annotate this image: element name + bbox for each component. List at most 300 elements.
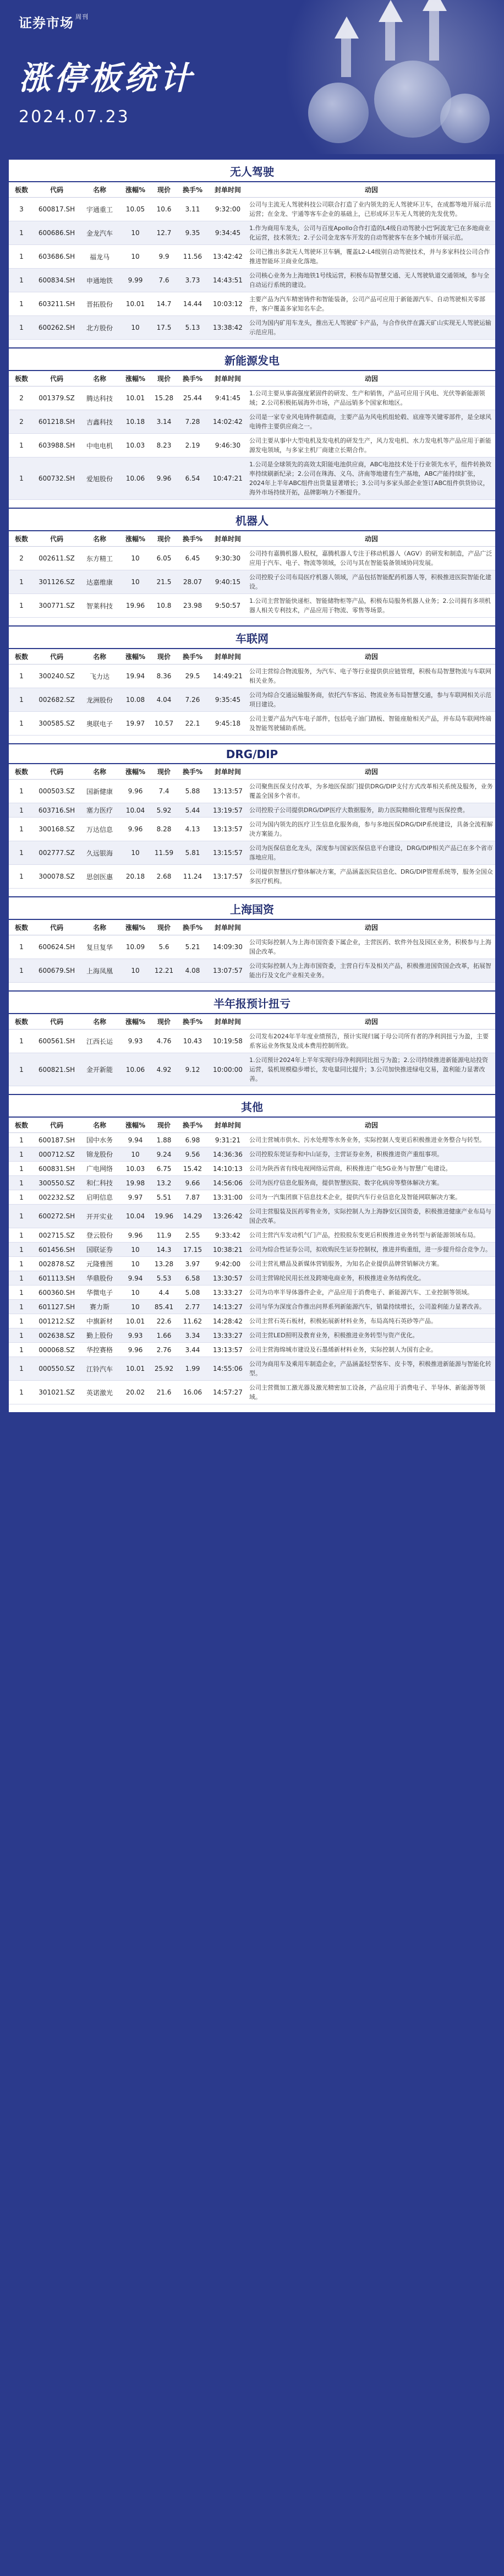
table-row [9, 1343, 495, 1357]
turnover-pct-cell: 10.43 [177, 1030, 208, 1053]
reason-cell: 公司主营综合物流服务，为汽车、电子等行业提供供应链管理，积极布局智慧物流与车联网相关业务。 [248, 665, 495, 688]
reason-cell: 公司主营微加工激光器及激光精密加工设备，产品应用于消费电子、半导体、新能源等领域。 [248, 1381, 495, 1404]
column-header-turnover-pct: 换手% [177, 531, 208, 547]
change-pct-cell: 10.18 [120, 410, 151, 434]
seal-time-cell: 9:45:18 [208, 712, 248, 736]
turnover-pct-cell: 23.98 [177, 594, 208, 618]
section [9, 1094, 495, 1404]
board-count-cell: 1 [9, 935, 34, 959]
board-count-cell: 1 [9, 316, 34, 340]
stock-name-cell: 国新健康 [79, 780, 120, 803]
section-title: 上海国资 [9, 897, 495, 920]
column-header-stock-code: 代码 [34, 649, 79, 665]
stock-code-cell: 300168.SZ [34, 818, 79, 841]
board-count-cell: 1 [9, 1357, 34, 1381]
up-arrow-icon [379, 0, 403, 22]
seal-time-cell: 13:13:57 [208, 818, 248, 841]
bar-decoration [385, 22, 395, 61]
change-pct-cell: 10.04 [120, 1205, 151, 1228]
column-header-stock-name: 名称 [79, 182, 120, 198]
column-header-price: 现价 [151, 182, 177, 198]
board-count-cell: 1 [9, 221, 34, 245]
stock-name-cell: 福龙马 [79, 245, 120, 269]
turnover-pct-cell: 3.73 [177, 269, 208, 292]
board-count-cell: 1 [9, 292, 34, 316]
stock-name-cell: 华微电子 [79, 1286, 120, 1300]
change-pct-cell: 9.97 [120, 1190, 151, 1205]
stock-name-cell: 腾达科技 [79, 386, 120, 410]
stock-code-cell: 001212.SZ [34, 1314, 79, 1328]
stock-code-cell: 603716.SH [34, 803, 79, 818]
board-count-cell: 1 [9, 1300, 34, 1314]
price-cell: 22.6 [151, 1314, 177, 1328]
board-count-cell: 1 [9, 1243, 34, 1257]
change-pct-cell: 9.93 [120, 1030, 151, 1053]
change-pct-cell: 9.94 [120, 1133, 151, 1147]
table-row [9, 198, 495, 221]
turnover-pct-cell: 2.55 [177, 1228, 208, 1243]
column-header-stock-code: 代码 [34, 764, 79, 780]
change-pct-cell: 10.03 [120, 434, 151, 458]
turnover-pct-cell: 2.19 [177, 434, 208, 458]
column-header-board-count: 板数 [9, 1014, 34, 1030]
stock-table [9, 1014, 495, 1086]
change-pct-cell: 10.03 [120, 1162, 151, 1176]
page-title: 涨停板统计 [19, 59, 195, 97]
table-row [9, 841, 495, 865]
change-pct-cell: 10.01 [120, 386, 151, 410]
table-row [9, 221, 495, 245]
reason-cell: 公司控股子公司提供DRG/DIP医疗大数据服务，助力医院精细化管理与医保控费。 [248, 803, 495, 818]
reason-cell: 公司主营LED照明及教育业务，积极推进业务转型与资产优化。 [248, 1328, 495, 1343]
turnover-pct-cell: 9.56 [177, 1147, 208, 1162]
column-header-stock-name: 名称 [79, 1014, 120, 1030]
change-pct-cell: 10.06 [120, 458, 151, 500]
stock-name-cell: 爱旭股份 [79, 458, 120, 500]
column-header-reason: 动因 [248, 649, 495, 665]
table-row [9, 712, 495, 736]
table-row [9, 410, 495, 434]
stock-code-cell: 301126.SZ [34, 570, 79, 594]
stock-name-cell: 金龙汽车 [79, 221, 120, 245]
stock-code-cell: 002611.SZ [34, 547, 79, 570]
board-count-cell: 3 [9, 198, 34, 221]
price-cell: 4.92 [151, 1053, 177, 1086]
stock-code-cell: 600817.SH [34, 198, 79, 221]
change-pct-cell: 10.01 [120, 292, 151, 316]
board-count-cell: 1 [9, 841, 34, 865]
up-arrow-icon [423, 0, 447, 11]
change-pct-cell: 9.94 [120, 1271, 151, 1286]
price-cell: 19.96 [151, 1205, 177, 1228]
column-header-board-count: 板数 [9, 531, 34, 547]
board-count-cell: 1 [9, 1205, 34, 1228]
content-frame [0, 154, 504, 2576]
stock-code-cell: 600624.SH [34, 935, 79, 959]
stock-name-cell: 英诺激光 [79, 1381, 120, 1404]
turnover-pct-cell: 14.44 [177, 292, 208, 316]
stock-name-cell: 金开新能 [79, 1053, 120, 1086]
price-cell: 5.6 [151, 935, 177, 959]
reason-cell: 公司控股子公司布局医疗机器人领域，产品包括智能配药机器人等，积极推进医院智能化建设。 [248, 570, 495, 594]
board-count-cell: 1 [9, 269, 34, 292]
board-count-cell: 1 [9, 712, 34, 736]
board-count-cell: 2 [9, 410, 34, 434]
column-header-reason: 动因 [248, 531, 495, 547]
stock-name-cell: 东方精工 [79, 547, 120, 570]
column-header-reason: 动因 [248, 1014, 495, 1030]
seal-time-cell: 9:35:45 [208, 688, 248, 712]
seal-time-cell: 14:02:42 [208, 410, 248, 434]
change-pct-cell: 10.01 [120, 1314, 151, 1328]
turnover-pct-cell: 3.97 [177, 1257, 208, 1271]
price-cell: 9.9 [151, 245, 177, 269]
table-row [9, 434, 495, 458]
column-header-seal-time: 封单时间 [208, 1014, 248, 1030]
price-cell: 6.05 [151, 547, 177, 570]
change-pct-cell: 19.97 [120, 712, 151, 736]
table-row [9, 1205, 495, 1228]
price-cell: 13.2 [151, 1176, 177, 1190]
stock-name-cell: 赛力斯 [79, 1300, 120, 1314]
change-pct-cell: 10 [120, 1257, 151, 1271]
column-header-stock-code: 代码 [34, 371, 79, 386]
board-count-cell: 1 [9, 1328, 34, 1343]
bar-decoration [341, 39, 351, 77]
column-header-stock-code: 代码 [34, 182, 79, 198]
table-row [9, 316, 495, 340]
reason-cell: 1.公司是全球领先的高效太阳能电池供应商，ABC电池技术处于行业领先水平，组件转换效率持续刷新纪录；2.公司在珠海、义乌、济南等地建有生产基地，ABC产能持续扩张，2024年上半年ABC组件出货量显著增长；3.公司与多家头部企业签订ABC组件供货协议，海外市场持续开拓，品牌影响力不断提升。 [248, 458, 495, 500]
board-count-cell: 1 [9, 594, 34, 618]
price-cell: 7.6 [151, 269, 177, 292]
column-header-turnover-pct: 换手% [177, 1014, 208, 1030]
table-row [9, 1243, 495, 1257]
stock-name-cell: 江西长运 [79, 1030, 120, 1053]
table-row [9, 1328, 495, 1343]
stock-name-cell: 申通地铁 [79, 269, 120, 292]
table-row [9, 1147, 495, 1162]
table-row [9, 1176, 495, 1190]
turnover-pct-cell: 11.56 [177, 245, 208, 269]
turnover-pct-cell: 5.13 [177, 316, 208, 340]
board-count-cell: 1 [9, 570, 34, 594]
change-pct-cell: 19.98 [120, 1176, 151, 1190]
reason-cell: 公司主营服装及医药零售业务，实际控制人为上海静安区国资委，积极推进健康产业布局与国企改革。 [248, 1205, 495, 1228]
seal-time-cell: 10:03:12 [208, 292, 248, 316]
turnover-pct-cell: 28.07 [177, 570, 208, 594]
table-header-row [9, 649, 495, 665]
seal-time-cell: 10:47:21 [208, 458, 248, 500]
price-cell: 4.04 [151, 688, 177, 712]
price-cell: 5.92 [151, 803, 177, 818]
stock-code-cell: 002682.SZ [34, 688, 79, 712]
price-cell: 3.14 [151, 410, 177, 434]
table-row [9, 959, 495, 983]
turnover-pct-cell: 14.29 [177, 1205, 208, 1228]
board-count-cell: 1 [9, 803, 34, 818]
change-pct-cell: 10 [120, 245, 151, 269]
reason-cell: 公司为国内矿用车龙头，推出无人驾驶矿卡产品，与合作伙伴在露天矿山实现无人驾驶运输示范应用。 [248, 316, 495, 340]
stock-code-cell: 301021.SZ [34, 1381, 79, 1404]
seal-time-cell: 14:56:06 [208, 1176, 248, 1190]
seal-time-cell: 9:30:30 [208, 547, 248, 570]
change-pct-cell: 10 [120, 316, 151, 340]
reason-cell: 公司持有嘉腾机器人股权，嘉腾机器人专注于移动机器人（AGV）的研发和制造，产品广泛应用于汽车、电子、物流等领域，公司与其在智能装备领域协同发展。 [248, 547, 495, 570]
section [9, 990, 495, 1086]
stock-table [9, 371, 495, 500]
turnover-pct-cell: 5.44 [177, 803, 208, 818]
column-header-reason: 动因 [248, 182, 495, 198]
stock-name-cell: 万达信息 [79, 818, 120, 841]
board-count-cell: 1 [9, 1176, 34, 1190]
board-count-cell: 1 [9, 1286, 34, 1300]
stock-table [9, 649, 495, 736]
price-cell: 21.5 [151, 570, 177, 594]
reason-cell: 公司为国内领先的医疗卫生信息化服务商，参与多地医保DRG/DIP系统建设，具备全流程解决方案能力。 [248, 818, 495, 841]
turnover-pct-cell: 2.77 [177, 1300, 208, 1314]
table-row [9, 269, 495, 292]
column-header-stock-name: 名称 [79, 371, 120, 386]
table-row [9, 245, 495, 269]
board-count-cell: 1 [9, 1133, 34, 1147]
column-header-stock-code: 代码 [34, 1014, 79, 1030]
price-cell: 9.24 [151, 1147, 177, 1162]
turnover-pct-cell: 29.5 [177, 665, 208, 688]
seal-time-cell: 14:09:30 [208, 935, 248, 959]
stock-name-cell: 达嘉维康 [79, 570, 120, 594]
stock-name-cell: 国联证券 [79, 1243, 120, 1257]
stock-code-cell: 600821.SH [34, 1053, 79, 1086]
brand-logo: 证券市场 $^{周刊}$ [19, 13, 89, 31]
price-cell: 2.76 [151, 1343, 177, 1357]
price-cell: 8.36 [151, 665, 177, 688]
column-header-turnover-pct: 换手% [177, 764, 208, 780]
price-cell: 2.68 [151, 865, 177, 889]
seal-time-cell: 9:41:45 [208, 386, 248, 410]
table-row [9, 1162, 495, 1176]
change-pct-cell: 10 [120, 1243, 151, 1257]
table-row [9, 780, 495, 803]
seal-time-cell: 10:19:58 [208, 1030, 248, 1053]
board-count-cell: 1 [9, 1257, 34, 1271]
reason-cell: 公司主营城市供水、污水处理等水务业务，实际控制人变更后积极推进业务整合与转型。 [248, 1133, 495, 1147]
price-cell: 11.59 [151, 841, 177, 865]
stock-name-cell: 奥联电子 [79, 712, 120, 736]
board-count-cell: 1 [9, 959, 34, 983]
stock-code-cell: 600360.SH [34, 1286, 79, 1300]
up-arrow-icon [335, 17, 359, 39]
stock-code-cell: 600561.SH [34, 1030, 79, 1053]
board-count-cell: 1 [9, 1190, 34, 1205]
column-header-turnover-pct: 换手% [177, 371, 208, 386]
header-banner [0, 0, 504, 154]
column-header-reason: 动因 [248, 371, 495, 386]
column-header-change-pct: 涨幅% [120, 920, 151, 935]
change-pct-cell: 10 [120, 959, 151, 983]
stock-name-cell: 广电网络 [79, 1162, 120, 1176]
change-pct-cell: 9.93 [120, 1328, 151, 1343]
coin-decoration [308, 83, 369, 143]
stock-name-cell: 启明信息 [79, 1190, 120, 1205]
stock-name-cell: 华控赛格 [79, 1343, 120, 1357]
column-header-seal-time: 封单时间 [208, 920, 248, 935]
column-header-reason: 动因 [248, 1118, 495, 1133]
price-cell: 10.8 [151, 594, 177, 618]
stock-code-cell: 300771.SZ [34, 594, 79, 618]
reason-cell: 公司为功率半导体器件企业，产品应用于消费电子、新能源汽车、工业控制等领域。 [248, 1286, 495, 1300]
stock-name-cell: 上海凤凰 [79, 959, 120, 983]
reason-cell: 公司为商用车及乘用车制造企业，产品涵盖轻型客车、皮卡等，积极推进新能源与智能化转型。 [248, 1357, 495, 1381]
board-count-cell: 1 [9, 458, 34, 500]
turnover-pct-cell: 3.44 [177, 1343, 208, 1357]
section-title: 无人驾驶 [9, 160, 495, 182]
column-header-turnover-pct: 换手% [177, 920, 208, 935]
board-count-cell: 1 [9, 865, 34, 889]
reason-cell: 公司提供智慧医疗整体解决方案，产品涵盖医院信息化、DRG/DIP管理系统等，服务全国众多医疗机构。 [248, 865, 495, 889]
stock-code-cell: 600732.SH [34, 458, 79, 500]
table-row [9, 818, 495, 841]
stock-name-cell: 智莱科技 [79, 594, 120, 618]
board-count-cell: 1 [9, 1162, 34, 1176]
change-pct-cell: 10.08 [120, 688, 151, 712]
stock-name-cell: 华鼎股份 [79, 1271, 120, 1286]
board-count-cell: 1 [9, 780, 34, 803]
seal-time-cell: 13:13:57 [208, 1343, 248, 1357]
column-header-seal-time: 封单时间 [208, 182, 248, 198]
section-title: 机器人 [9, 509, 495, 531]
turnover-pct-cell: 15.42 [177, 1162, 208, 1176]
price-cell: 1.88 [151, 1133, 177, 1147]
change-pct-cell: 10 [120, 547, 151, 570]
change-pct-cell: 20.18 [120, 865, 151, 889]
section [9, 896, 495, 983]
column-header-stock-name: 名称 [79, 920, 120, 935]
reason-cell: 公司主营礼赠品及新媒体营销服务，为知名企业提供品牌营销解决方案。 [248, 1257, 495, 1271]
change-pct-cell: 20.02 [120, 1381, 151, 1404]
seal-time-cell: 14:13:27 [208, 1300, 248, 1314]
price-cell: 15.28 [151, 386, 177, 410]
table-row [9, 1300, 495, 1314]
reason-cell: 公司主营锦纶民用长丝及跨境电商业务，积极推进业务结构优化。 [248, 1271, 495, 1286]
stock-code-cell: 600272.SH [34, 1205, 79, 1228]
price-cell: 4.76 [151, 1030, 177, 1053]
stock-code-cell: 601218.SH [34, 410, 79, 434]
turnover-pct-cell: 5.81 [177, 841, 208, 865]
stock-code-cell: 300585.SZ [34, 712, 79, 736]
board-count-cell: 1 [9, 434, 34, 458]
section [9, 159, 495, 340]
column-header-change-pct: 涨幅% [120, 371, 151, 386]
turnover-pct-cell: 9.35 [177, 221, 208, 245]
reason-cell: 公司为医保信息化龙头，深度参与国家医保信息平台建设，DRG/DIP相关产品已在多个省市落地应用。 [248, 841, 495, 865]
turnover-pct-cell: 4.08 [177, 959, 208, 983]
table-row [9, 594, 495, 618]
coin-decoration [374, 61, 451, 138]
price-cell: 8.28 [151, 818, 177, 841]
stock-code-cell: 603686.SH [34, 245, 79, 269]
section-title: 新能源发电 [9, 348, 495, 371]
seal-time-cell: 14:28:42 [208, 1314, 248, 1328]
column-header-change-pct: 涨幅% [120, 764, 151, 780]
reason-cell: 公司为综合交通运输服务商，依托汽车客运、物流业务布局智慧交通，参与车联网相关示范项目建设。 [248, 688, 495, 712]
column-header-change-pct: 涨幅% [120, 531, 151, 547]
column-header-price: 现价 [151, 649, 177, 665]
column-header-board-count: 板数 [9, 182, 34, 198]
turnover-pct-cell: 11.24 [177, 865, 208, 889]
board-count-cell: 2 [9, 386, 34, 410]
column-header-stock-name: 名称 [79, 764, 120, 780]
price-cell: 14.7 [151, 292, 177, 316]
table-row [9, 688, 495, 712]
column-header-stock-name: 名称 [79, 1118, 120, 1133]
price-cell: 13.28 [151, 1257, 177, 1271]
board-count-cell: 1 [9, 688, 34, 712]
seal-time-cell: 10:38:21 [208, 1243, 248, 1257]
sections-container [9, 159, 495, 1412]
change-pct-cell: 10 [120, 1300, 151, 1314]
table-row [9, 1228, 495, 1243]
stock-name-cell: 飞力达 [79, 665, 120, 688]
table-row [9, 458, 495, 500]
seal-time-cell: 13:19:57 [208, 803, 248, 818]
price-cell: 6.75 [151, 1162, 177, 1176]
stock-name-cell: 晋拓股份 [79, 292, 120, 316]
change-pct-cell: 10 [120, 570, 151, 594]
table-row [9, 1030, 495, 1053]
reason-cell: 公司为医疗信息化服务商，提供智慧医院、数字化病房等整体解决方案。 [248, 1176, 495, 1190]
column-header-stock-name: 名称 [79, 531, 120, 547]
column-header-price: 现价 [151, 1014, 177, 1030]
reason-cell: 公司主要产品为汽车电子部件，包括电子油门踏板、智能座舱相关产品，并布局车联网终端及智能驾驶辅助系统。 [248, 712, 495, 736]
board-count-cell: 2 [9, 547, 34, 570]
stock-code-cell: 002232.SZ [34, 1190, 79, 1205]
stock-name-cell: 江铃汽车 [79, 1357, 120, 1381]
turnover-pct-cell: 1.99 [177, 1357, 208, 1381]
column-header-turnover-pct: 换手% [177, 182, 208, 198]
table-header-row [9, 371, 495, 386]
stock-name-cell: 思创医惠 [79, 865, 120, 889]
table-row [9, 547, 495, 570]
change-pct-cell: 10.05 [120, 198, 151, 221]
stock-name-cell: 龙洲股份 [79, 688, 120, 712]
reason-cell: 公司为陕西省有线电视网络运营商，积极推进广电5G业务与智慧广电建设。 [248, 1162, 495, 1176]
stock-name-cell: 中旗新材 [79, 1314, 120, 1328]
board-count-cell: 1 [9, 1147, 34, 1162]
turnover-pct-cell: 3.34 [177, 1328, 208, 1343]
change-pct-cell: 10 [120, 221, 151, 245]
stock-code-cell: 601456.SH [34, 1243, 79, 1257]
column-header-stock-code: 代码 [34, 920, 79, 935]
change-pct-cell: 10.01 [120, 1357, 151, 1381]
column-header-price: 现价 [151, 371, 177, 386]
column-header-price: 现价 [151, 1118, 177, 1133]
seal-time-cell: 13:30:57 [208, 1271, 248, 1286]
table-row [9, 1357, 495, 1381]
seal-time-cell: 13:33:27 [208, 1286, 248, 1300]
stock-code-cell: 001379.SZ [34, 386, 79, 410]
section [9, 347, 495, 500]
seal-time-cell: 13:07:57 [208, 959, 248, 983]
seal-time-cell: 14:43:51 [208, 269, 248, 292]
seal-time-cell: 9:33:42 [208, 1228, 248, 1243]
turnover-pct-cell: 9.12 [177, 1053, 208, 1086]
turnover-pct-cell: 6.45 [177, 547, 208, 570]
price-cell: 1.66 [151, 1328, 177, 1343]
stock-name-cell: 登云股份 [79, 1228, 120, 1243]
stock-code-cell: 600834.SH [34, 269, 79, 292]
reason-cell: 公司实际控制人为上海市国资委，主营自行车及相关产品，积极推进国资国企改革，拓展智能出行及文化产业相关业务。 [248, 959, 495, 983]
stock-code-cell: 000712.SZ [34, 1147, 79, 1162]
